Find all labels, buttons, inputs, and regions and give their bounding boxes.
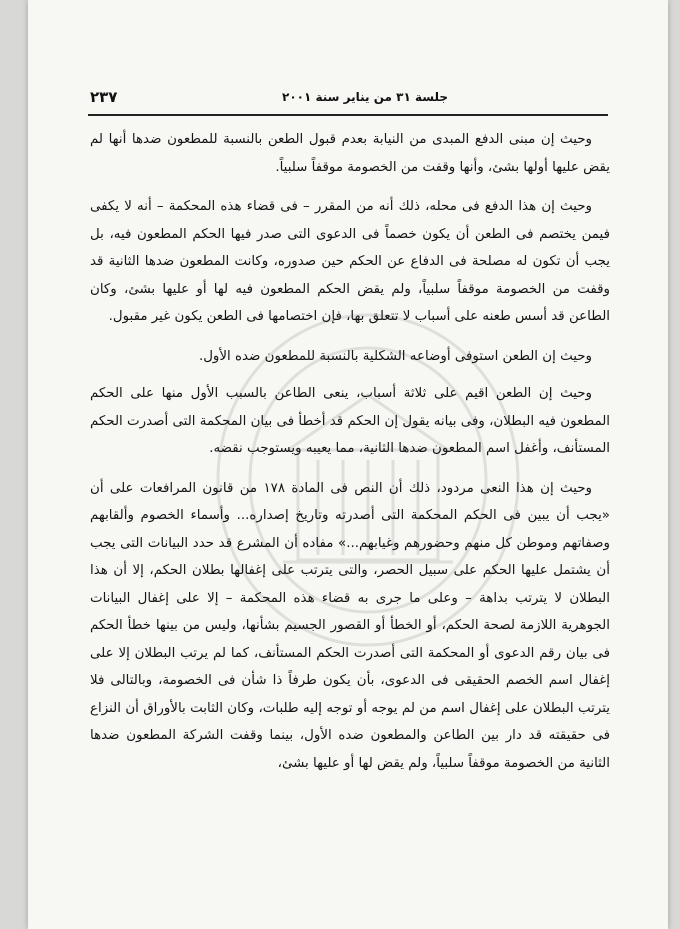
paragraph: وحيث إن الطعن اقيم على ثلاثة أسباب، ينعى الطاعن بالسبب الأول منها على الحكم المطعون فيه البطلان، وفى بيانه يقول إن الحكم قد أخطأ فى بيان المحكمة التى أصدرت الحكم المستأنف، وأغفل اسم المطعون ضدها الثانية، مما يعيبه ويستوجب نقضه. xyxy=(90,386,610,456)
session-title: جلسة ٣١ من يناير سنة ٢٠٠١ xyxy=(282,90,448,104)
paragraph: وحيث إن هذا النعى مردود، ذلك أن النص فى المادة ١٧٨ من قانون المرافعات على أن «يجب أن يبين فى الحكم المحكمة التى أصدرته وتاريخ إصداره... وأسماء الخصوم وألقابهم وصفاتهم وموطن كل منهم وحضورهم وغيابهم...» مفاده أن المشرع قد حدد البيانات التى يجب أن يشتمل عليها الحكم على سبيل الحصر، والتى يترتب على إغفالها بطلان الحكم، إلا أن هذا البطلان لا يترتب بداهة – وعلى ما جرى به قضاء هذه المحكمة – إلا على إغفال البيانات الجوهرية اللازمة لصحة الحكم، أو الخطأ أو القصور الجسيم بشأنها، وليس من بينها خطأ الحكم فى بيان رقم الدعوى أو المحكمة التى أصدرت الحكم المستأنف، كما لم يرتب البطلان إلا على إغفال اسم الخصم الحقيقى فى الدعوى، بأن يكون طرفاً ذا شأن فى الخصومة، وبالتالى فلا يترتب البطلان على إغفال اسم من لم يوجه أو توجه إليه طلبات، وكان الثابت بالأوراق أن النزاع فى حقيقته قد دار بين الطاعن والمطعون ضده الأول، بينما وقفت الشركة المطعون ضدها الثانية من الخصومة موقفاً سلبياً، ولم يقض لها أو عليها بشئ، xyxy=(90,480,610,771)
page-header xyxy=(88,88,608,116)
paragraph: وحيث إن مبنى الدفع المبدى من النيابة بعدم قبول الطعن بالنسبة للمطعون ضدها أنها لم يقض عليها أولها بشئ، وأنها وقفت من الخصومة موقفاً سلبياً. xyxy=(90,132,610,175)
paragraph: وحيث إن هذا الدفع فى محله، ذلك أنه من المقرر – فى قضاء هذه المحكمة – أنه لا يكفى فيمن يختصم فى الطعن أن يكون خصماً فى الدعوى التى صدر فيها الحكم المطعون فيه، بل يجب أن تكون له مصلحة فى الدفاع عن الحكم حين صدوره، وكانت المطعون ضدها الثانية قد وقفت من الخصومة موقفاً سلبياً، ولم يقض الحكم المطعون فيه لها أو عليها بشئ، وكان الطاعن قد أسس طعنه على أسباب لا تتعلق بها، فإن اختصامها فى الطعن يكون غير مقبول. xyxy=(90,199,610,324)
document-page xyxy=(28,0,668,929)
page-number: ٢٣٧ xyxy=(90,88,118,106)
judgment-body xyxy=(90,126,610,789)
paragraph: وحيث إن الطعن استوفى أوضاعه الشكلية بالنسبة للمطعون ضده الأول. xyxy=(198,348,592,364)
